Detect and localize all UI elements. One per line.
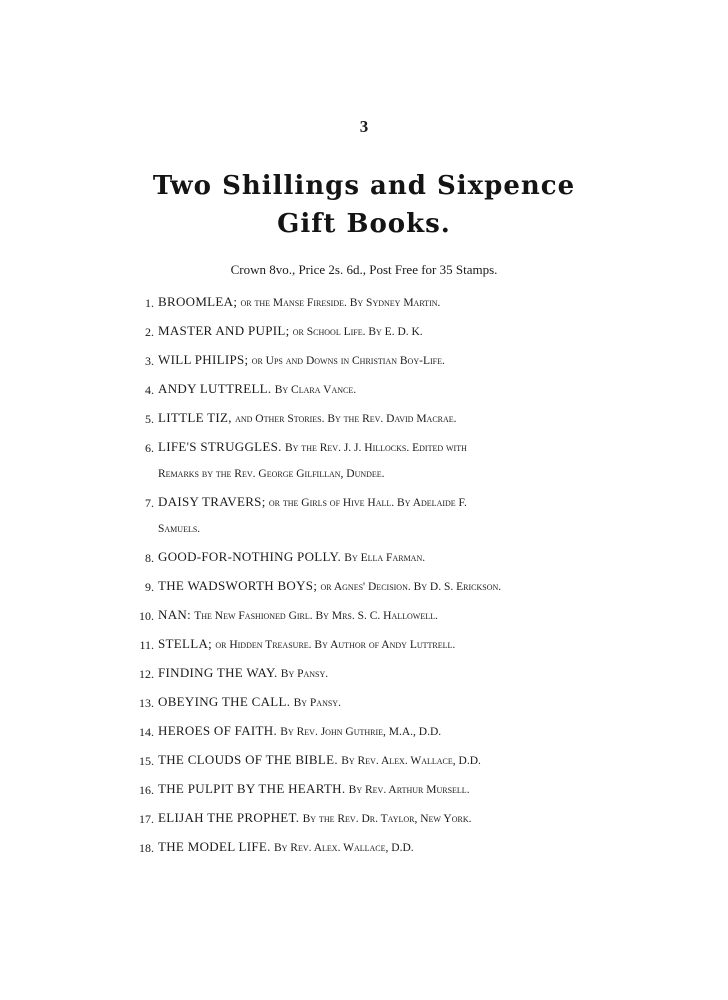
book-entry [158,376,598,403]
book-number: 12. [139,667,154,681]
book-title: WILL PHILIPS; [158,352,249,367]
book-item [0,833,728,862]
book-title: BROOMLEA; [158,294,238,309]
book-list [0,288,728,862]
price-subtitle: Crown 8vo., Price 2s. 6d., Post Free for 35 Stamps. [230,262,498,277]
book-detail: or Agnes' Decision. By D. S. Erickson. [320,581,502,593]
book-number: 18. [139,841,154,855]
book-detail: or the Girls of Hive Hall. By Adelaide F. [268,497,467,509]
book-number: 17. [139,812,154,826]
book-entry [158,834,598,861]
book-detail-continued: Remarks by the Rev. George Gilfillan, Dundee. [158,468,385,480]
book-item [0,775,728,804]
book-title: THE CLOUDS OF THE BIBLE. [158,752,338,767]
book-item [0,346,728,375]
book-title: STELLA; [158,636,213,651]
book-number: 2. [145,325,154,339]
book-entry [158,602,598,629]
book-item [0,488,728,543]
book-item [0,317,728,346]
book-number: 11. [139,638,154,652]
book-item [0,630,728,659]
book-title: LIFE'S STRUGGLES. [158,439,282,454]
book-detail: By Rev. Alex. Wallace, D.D. [341,755,481,767]
book-entry [158,347,598,374]
book-item [0,804,728,833]
book-item [0,288,728,317]
book-entry [158,689,598,716]
book-entry [158,289,598,316]
book-entry [158,747,598,774]
book-number: 9. [145,580,154,594]
book-detail-continued: Samuels. [158,523,201,535]
book-title: HEROES OF FAITH. [158,723,278,738]
book-detail: or School Life. By E. D. K. [292,326,423,338]
book-detail: By Ella Farman. [344,552,426,564]
book-entry [158,489,598,542]
book-item [0,746,728,775]
book-detail: By the Rev. J. J. Hillocks. Edited with [284,442,467,454]
book-title: LITTLE TIZ, [158,410,232,425]
book-title: ANDY LUTTRELL. [158,381,272,396]
book-detail: The New Fashioned Girl. By Mrs. S. C. Hallowell. [194,610,438,622]
book-entry [158,631,598,658]
book-item [0,717,728,746]
book-item [0,543,728,572]
book-item [0,375,728,404]
book-number: 5. [145,412,154,426]
book-title: MASTER AND PUPIL; [158,323,290,338]
book-title: FINDING THE WAY. [158,665,278,680]
book-detail: By the Rev. Dr. Taylor, New York. [302,813,472,825]
book-number: 4. [145,383,154,397]
book-number: 1. [145,296,154,310]
book-detail: or Hidden Treasure. By Author of Andy Luttrell. [215,639,456,651]
book-item [0,659,728,688]
book-title: NAN: [158,607,191,622]
book-number: 15. [139,754,154,768]
book-item [0,572,728,601]
book-item [0,601,728,630]
book-number: 3. [145,354,154,368]
book-detail: By Clara Vance. [274,384,357,396]
book-entry [158,318,598,345]
book-title: DAISY TRAVERS; [158,494,266,509]
book-title: THE PULPIT BY THE HEARTH. [158,781,346,796]
book-entry [158,434,598,487]
book-detail: By Rev. Alex. Wallace, D.D. [273,842,414,854]
book-number: 6. [145,441,154,455]
book-number: 14. [139,725,154,739]
book-detail: By Rev. John Guthrie, M.A., D.D. [280,726,442,738]
book-entry [158,776,598,803]
page-title-line-1: Two Shillings and Sixpence [152,171,576,201]
page-title-line-2: Gift Books. [277,209,451,239]
page-number: 3 [359,117,369,136]
book-entry [158,405,598,432]
book-title: GOOD-FOR-NOTHING POLLY. [158,549,342,564]
book-entry [158,660,598,687]
book-detail: By Pansy. [280,668,329,680]
book-number: 13. [139,696,154,710]
book-item [0,688,728,717]
book-detail: By Pansy. [293,697,341,709]
book-detail: and Other Stories. By the Rev. David Macrae. [235,413,457,425]
book-number: 8. [145,551,154,565]
book-detail: or Ups and Downs in Christian Boy-Life. [251,355,445,367]
book-entry [158,805,598,832]
book-detail: or the Manse Fireside. By Sydney Martin. [240,297,441,309]
book-detail: By Rev. Arthur Mursell. [348,784,470,796]
book-item [0,404,728,433]
book-number: 7. [145,496,154,510]
book-title: ELIJAH THE PROPHET. [158,810,300,825]
book-number: 16. [139,783,154,797]
book-title: OBEYING THE CALL. [158,694,291,709]
book-title: THE WADSWORTH BOYS; [158,578,318,593]
book-title: THE MODEL LIFE. [158,839,271,854]
book-number: 10. [139,609,154,623]
book-item [0,433,728,488]
book-entry [158,544,598,571]
book-entry [158,573,598,600]
book-entry [158,718,598,745]
